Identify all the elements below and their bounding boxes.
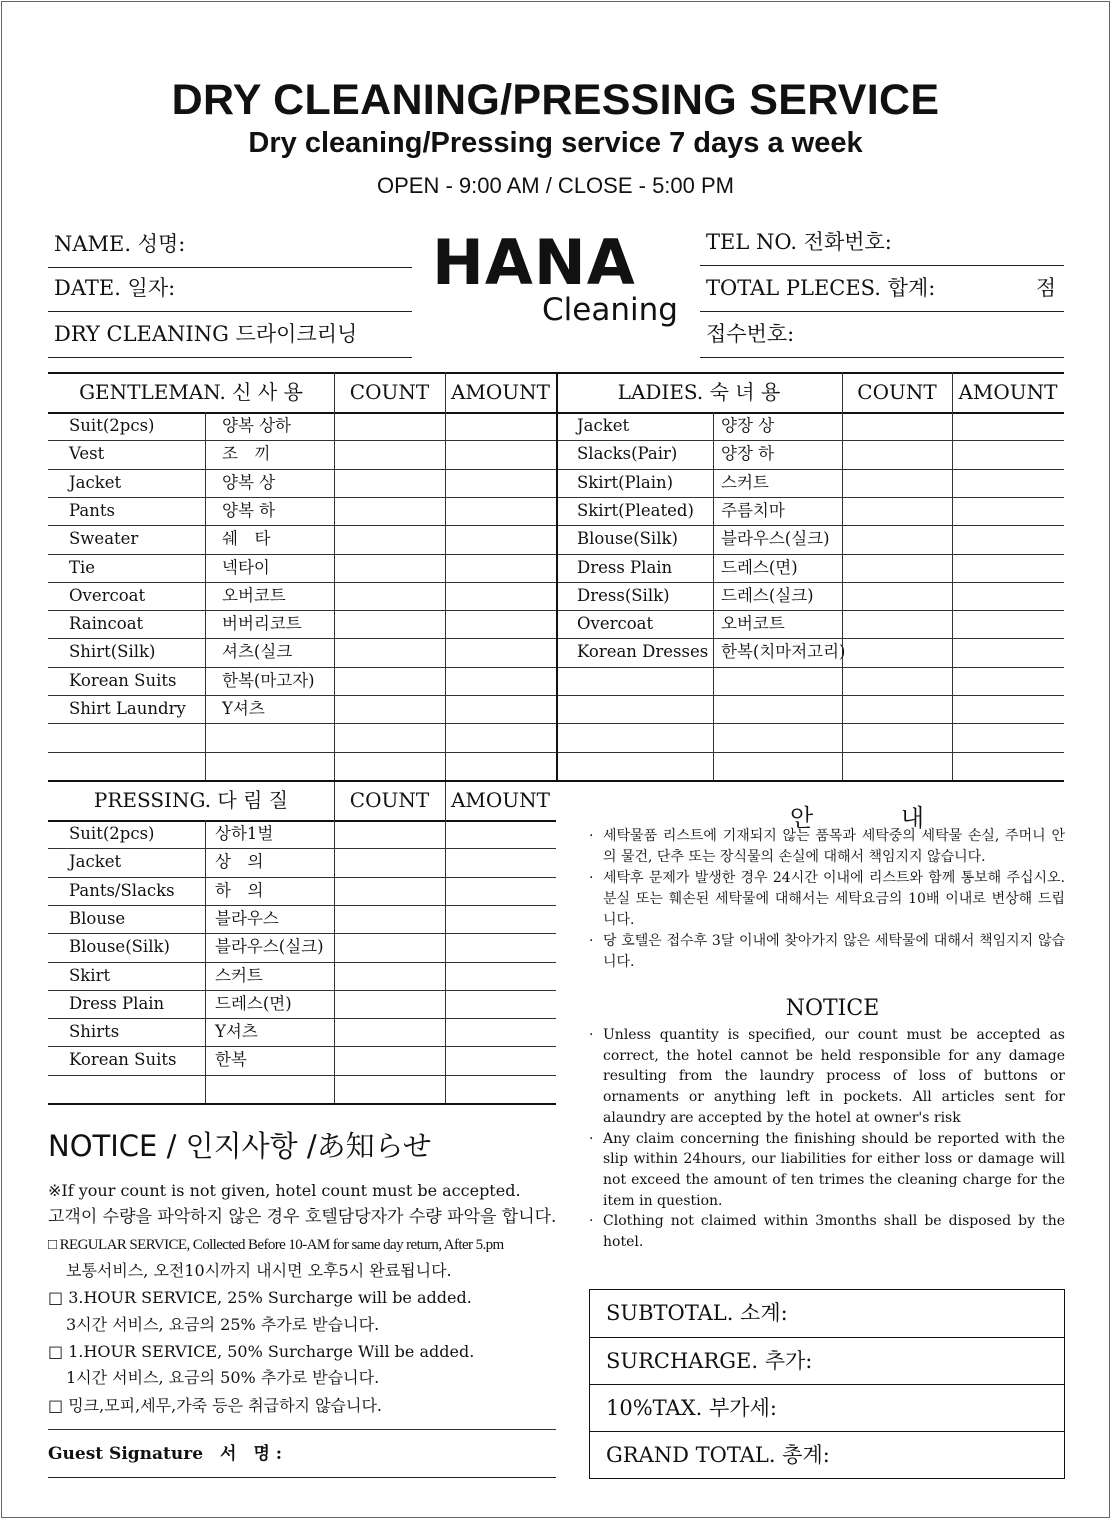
guest-signature-field[interactable] — [48, 1434, 556, 1478]
dry-cleaning-field[interactable] — [48, 314, 412, 358]
gentleman-item-en: Overcoat — [69, 585, 146, 605]
pressing-row-rule — [48, 1075, 556, 1076]
gentleman-item-ko: Y셔츠 — [222, 699, 265, 718]
pressing-header: PRESSING. 다 림 질 — [93, 788, 289, 812]
gentleman-item-ko: 오버코트 — [222, 585, 286, 605]
gentleman-item-ko: 쉐 타 — [222, 529, 271, 549]
tel-field[interactable] — [700, 222, 1064, 266]
name-label: NAME. 성명: — [54, 232, 186, 256]
ladies-item-en: Skirt(Pleated) — [577, 500, 694, 520]
gentleman-item-en: Korean Suits — [69, 670, 177, 690]
notice-line-8: 1시간 서비스, 요금의 50% 추가로 받습니다. — [66, 1368, 380, 1387]
ladies-item-ko: 스커트 — [721, 472, 769, 492]
subtotal-label: SUBTOTAL. 소계: — [606, 1301, 788, 1325]
page-subtitle: Dry cleaning/Pressing service 7 days a week — [248, 127, 863, 159]
name-field[interactable] — [48, 224, 412, 268]
ladies-item-en: Blouse(Silk) — [577, 529, 678, 549]
guest-signature-label: Guest Signature 서 명 : — [48, 1444, 283, 1464]
notice-line-2: 고객이 수량을 파악하지 않은 경우 호텔담당자가 수량 파악을 합니다. — [48, 1207, 557, 1227]
pressing-item-en: Pants/Slacks — [69, 880, 175, 900]
table-col-rule — [334, 372, 335, 780]
ladies-header: LADIES. 숙 녀 용 — [617, 380, 781, 404]
ladies-item-ko: 양장 하 — [721, 444, 775, 464]
pressing-item-en: Blouse(Silk) — [69, 937, 170, 957]
table-divider — [556, 372, 558, 780]
guide-ko-item: · 세탁물품 리스트에 기재되지 않는 품목과 세탁중의 세탁물 손실, 주머니 안의 물건, 단추 또는 장식물의 손실에 대해서 책임지지 않습니다. — [589, 828, 1065, 865]
summary-box — [589, 1289, 1065, 1479]
subtotal-row[interactable] — [590, 1290, 1064, 1337]
guide-en-item: · Any claim concerning the finishing should be reported with the slip within 24hours, our liabilities for either loss or damage will not exceed the amount of ten trimes the cleaning charge for the item in question. — [589, 1130, 1065, 1209]
pressing-col-rule — [334, 782, 335, 1103]
date-label: DATE. 일자: — [54, 276, 176, 300]
dry-cleaning-label: DRY CLEANING 드라이크리닝 — [54, 322, 358, 346]
tax-label: 10%TAX. 부가세: — [606, 1396, 777, 1420]
surcharge-label: SURCHARGE. 추가: — [606, 1349, 813, 1373]
notice-line-1: ※If your count is not given, hotel count must be accepted. — [48, 1181, 521, 1200]
ladies-amount-header: AMOUNT — [958, 380, 1058, 404]
ladies-item-ko: 양장 상 — [721, 416, 775, 435]
pressing-item-ko: 드레스(면) — [215, 993, 292, 1013]
ladies-item-en: Dress Plain — [577, 557, 673, 577]
gentleman-item-en: Shirt Laundry — [69, 699, 186, 718]
gentleman-item-ko: 넥타이 — [222, 557, 270, 577]
table-col-rule — [445, 372, 446, 780]
logo-tagline: Cleaning — [542, 292, 678, 328]
ladies-item-en: Slacks(Pair) — [577, 444, 678, 464]
gentleman-item-en: Suit(2pcs) — [69, 416, 155, 435]
notice-line-7: □ 1.HOUR SERVICE, 50% Surcharge Will be added. — [48, 1342, 475, 1361]
ladies-item-ko: 드레스(면) — [721, 557, 798, 577]
table-col-rule — [952, 372, 953, 780]
gentleman-item-en: Raincoat — [69, 614, 144, 634]
pressing-item-ko: 상하1벌 — [215, 824, 274, 843]
pressing-item-ko: 블라우스(실크) — [215, 937, 324, 957]
receipt-no-field[interactable] — [700, 314, 1064, 358]
ladies-count-header: COUNT — [857, 380, 937, 404]
ladies-item-ko: 주름치마 — [721, 500, 785, 520]
notice-line-6: 3시간 서비스, 요금의 25% 추가로 받습니다. — [66, 1315, 380, 1334]
gentleman-item-ko: 양복 상하 — [222, 416, 292, 435]
guide-en-list — [589, 1025, 1065, 1253]
table-row-rule — [48, 780, 1064, 782]
surcharge-row[interactable] — [590, 1337, 1064, 1384]
gentleman-item-ko: 한복(마고자) — [222, 670, 315, 690]
pressing-row-rule — [48, 962, 556, 963]
pressing-item-ko: 스커트 — [215, 965, 263, 985]
ladies-item-ko: 드레스(실크) — [721, 585, 814, 605]
pressing-item-ko: 상 의 — [215, 852, 264, 872]
date-field[interactable] — [48, 268, 412, 312]
pressing-item-en: Jacket — [69, 852, 122, 872]
page-title: DRY CLEANING/PRESSING SERVICE — [171, 76, 940, 124]
guide-en-item: · Clothing not claimed within 3months shall be disposed by the hotel. — [589, 1213, 1065, 1251]
pressing-row-rule — [48, 1103, 556, 1105]
opening-hours: OPEN - 9:00 AM / CLOSE - 5:00 PM — [376, 173, 735, 198]
ladies-item-en: Dress(Silk) — [577, 585, 670, 605]
pressing-item-en: Blouse — [69, 908, 126, 928]
pressing-item-en: Suit(2pcs) — [69, 824, 155, 843]
pressing-item-ko: 하 의 — [215, 880, 264, 900]
pressing-col-rule — [205, 820, 206, 1103]
ladies-item-ko: 한복(치마저고리) — [721, 642, 846, 662]
pressing-item-ko: Y셔츠 — [215, 1022, 258, 1042]
notice-line-4: 보통서비스, 오전10시까지 내시면 오후5시 완료됩니다. — [66, 1261, 452, 1280]
gentleman-item-ko: 양복 하 — [222, 500, 276, 520]
grand-total-row[interactable] — [590, 1431, 1064, 1478]
pressing-item-ko: 블라우스 — [215, 908, 279, 928]
ladies-item-ko: 블라우스(실크) — [721, 529, 830, 549]
guide-ko-list — [589, 826, 1065, 973]
guide-en-title: NOTICE — [785, 996, 880, 1021]
ladies-item-en: Overcoat — [577, 614, 654, 634]
receipt-no-label: 접수번호: — [706, 322, 795, 346]
guide-en-item: · Unless quantity is specified, our count must be accepted as correct, the hotel cannot be held responsible for any damage resulting from the laundry process of loss of buttons or ornaments or anything left in pockets. All articles sent for alaundry are accepted by the hotel at owner's risk — [589, 1027, 1065, 1126]
grand-total-label: GRAND TOTAL. 총계: — [606, 1443, 830, 1467]
tax-row[interactable] — [590, 1384, 1064, 1431]
gentleman-item-en: Pants — [69, 500, 115, 520]
pressing-item-en: Skirt — [69, 965, 111, 985]
gentleman-item-ko: 버버리코트 — [222, 614, 302, 634]
gentleman-item-ko: 조 끼 — [222, 444, 271, 464]
total-pieces-field[interactable] — [700, 268, 1064, 312]
total-pieces-label: TOTAL PLECES. 합계: — [706, 276, 936, 300]
guide-ko-item: · 세탁후 문제가 발생한 경우 24시간 이내에 리스트와 함께 통보해 주십시오. 분실 또는 훼손된 세탁물에 대해서는 세탁요금의 10배 이내로 변상해 드립니다. — [589, 870, 1065, 928]
pressing-item-en: Dress Plain — [69, 993, 165, 1013]
gentleman-item-en: Jacket — [69, 472, 122, 492]
pressing-col-rule — [445, 782, 446, 1103]
gentleman-item-en: Tie — [69, 557, 96, 577]
table-col-rule — [205, 412, 206, 780]
guide-ko-title: 안 내 — [790, 804, 964, 832]
gentleman-amount-header: AMOUNT — [450, 380, 550, 404]
pressing-item-en: Korean Suits — [69, 1050, 177, 1070]
notice-line-9: □ 밍크,모피,세무,가죽 등은 취급하지 않습니다. — [48, 1396, 383, 1415]
pressing-item-ko: 한복 — [215, 1050, 247, 1070]
gentleman-item-ko: 양복 상 — [222, 472, 276, 492]
guide-ko-item: · 당 호텔은 접수후 3달 이내에 찾아가지 않은 세탁물에 대해서 책임지지 않습니다. — [589, 933, 1065, 970]
ladies-item-en: Skirt(Plain) — [577, 472, 674, 492]
gentleman-item-en: Sweater — [69, 529, 139, 549]
total-pieces-unit: 점 — [1035, 276, 1056, 300]
gentleman-item-ko: 셔츠(실크 — [222, 642, 293, 662]
gentleman-item-en: Vest — [69, 444, 105, 464]
gentleman-count-header: COUNT — [349, 380, 430, 404]
logo-hana: HANA — [432, 226, 636, 299]
notice-line-3: □ REGULAR SERVICE, Collected Before 10-AM for same day return, After 5.pm — [48, 1237, 504, 1253]
ladies-item-en: Jacket — [577, 416, 630, 435]
tel-label: TEL NO. 전화번호: — [706, 230, 892, 254]
notice-title: NOTICE / 인지사항 /あ知らせ — [48, 1129, 432, 1163]
pressing-item-en: Shirts — [69, 1022, 120, 1042]
gentleman-item-en: Shirt(Silk) — [69, 642, 156, 662]
ladies-item-en: Korean Dresses — [577, 642, 709, 662]
table-col-rule — [713, 412, 714, 780]
table-col-rule — [842, 372, 843, 780]
gentleman-header: GENTLEMAN. 신 사 용 — [79, 380, 303, 404]
notice-line-5: □ 3.HOUR SERVICE, 25% Surcharge will be added. — [48, 1288, 472, 1307]
pressing-amount-header: AMOUNT — [450, 788, 550, 812]
ladies-item-ko: 오버코트 — [721, 614, 785, 634]
signature-top-rule — [48, 1429, 556, 1430]
pressing-row-rule — [48, 848, 556, 849]
pressing-count-header: COUNT — [349, 788, 430, 812]
